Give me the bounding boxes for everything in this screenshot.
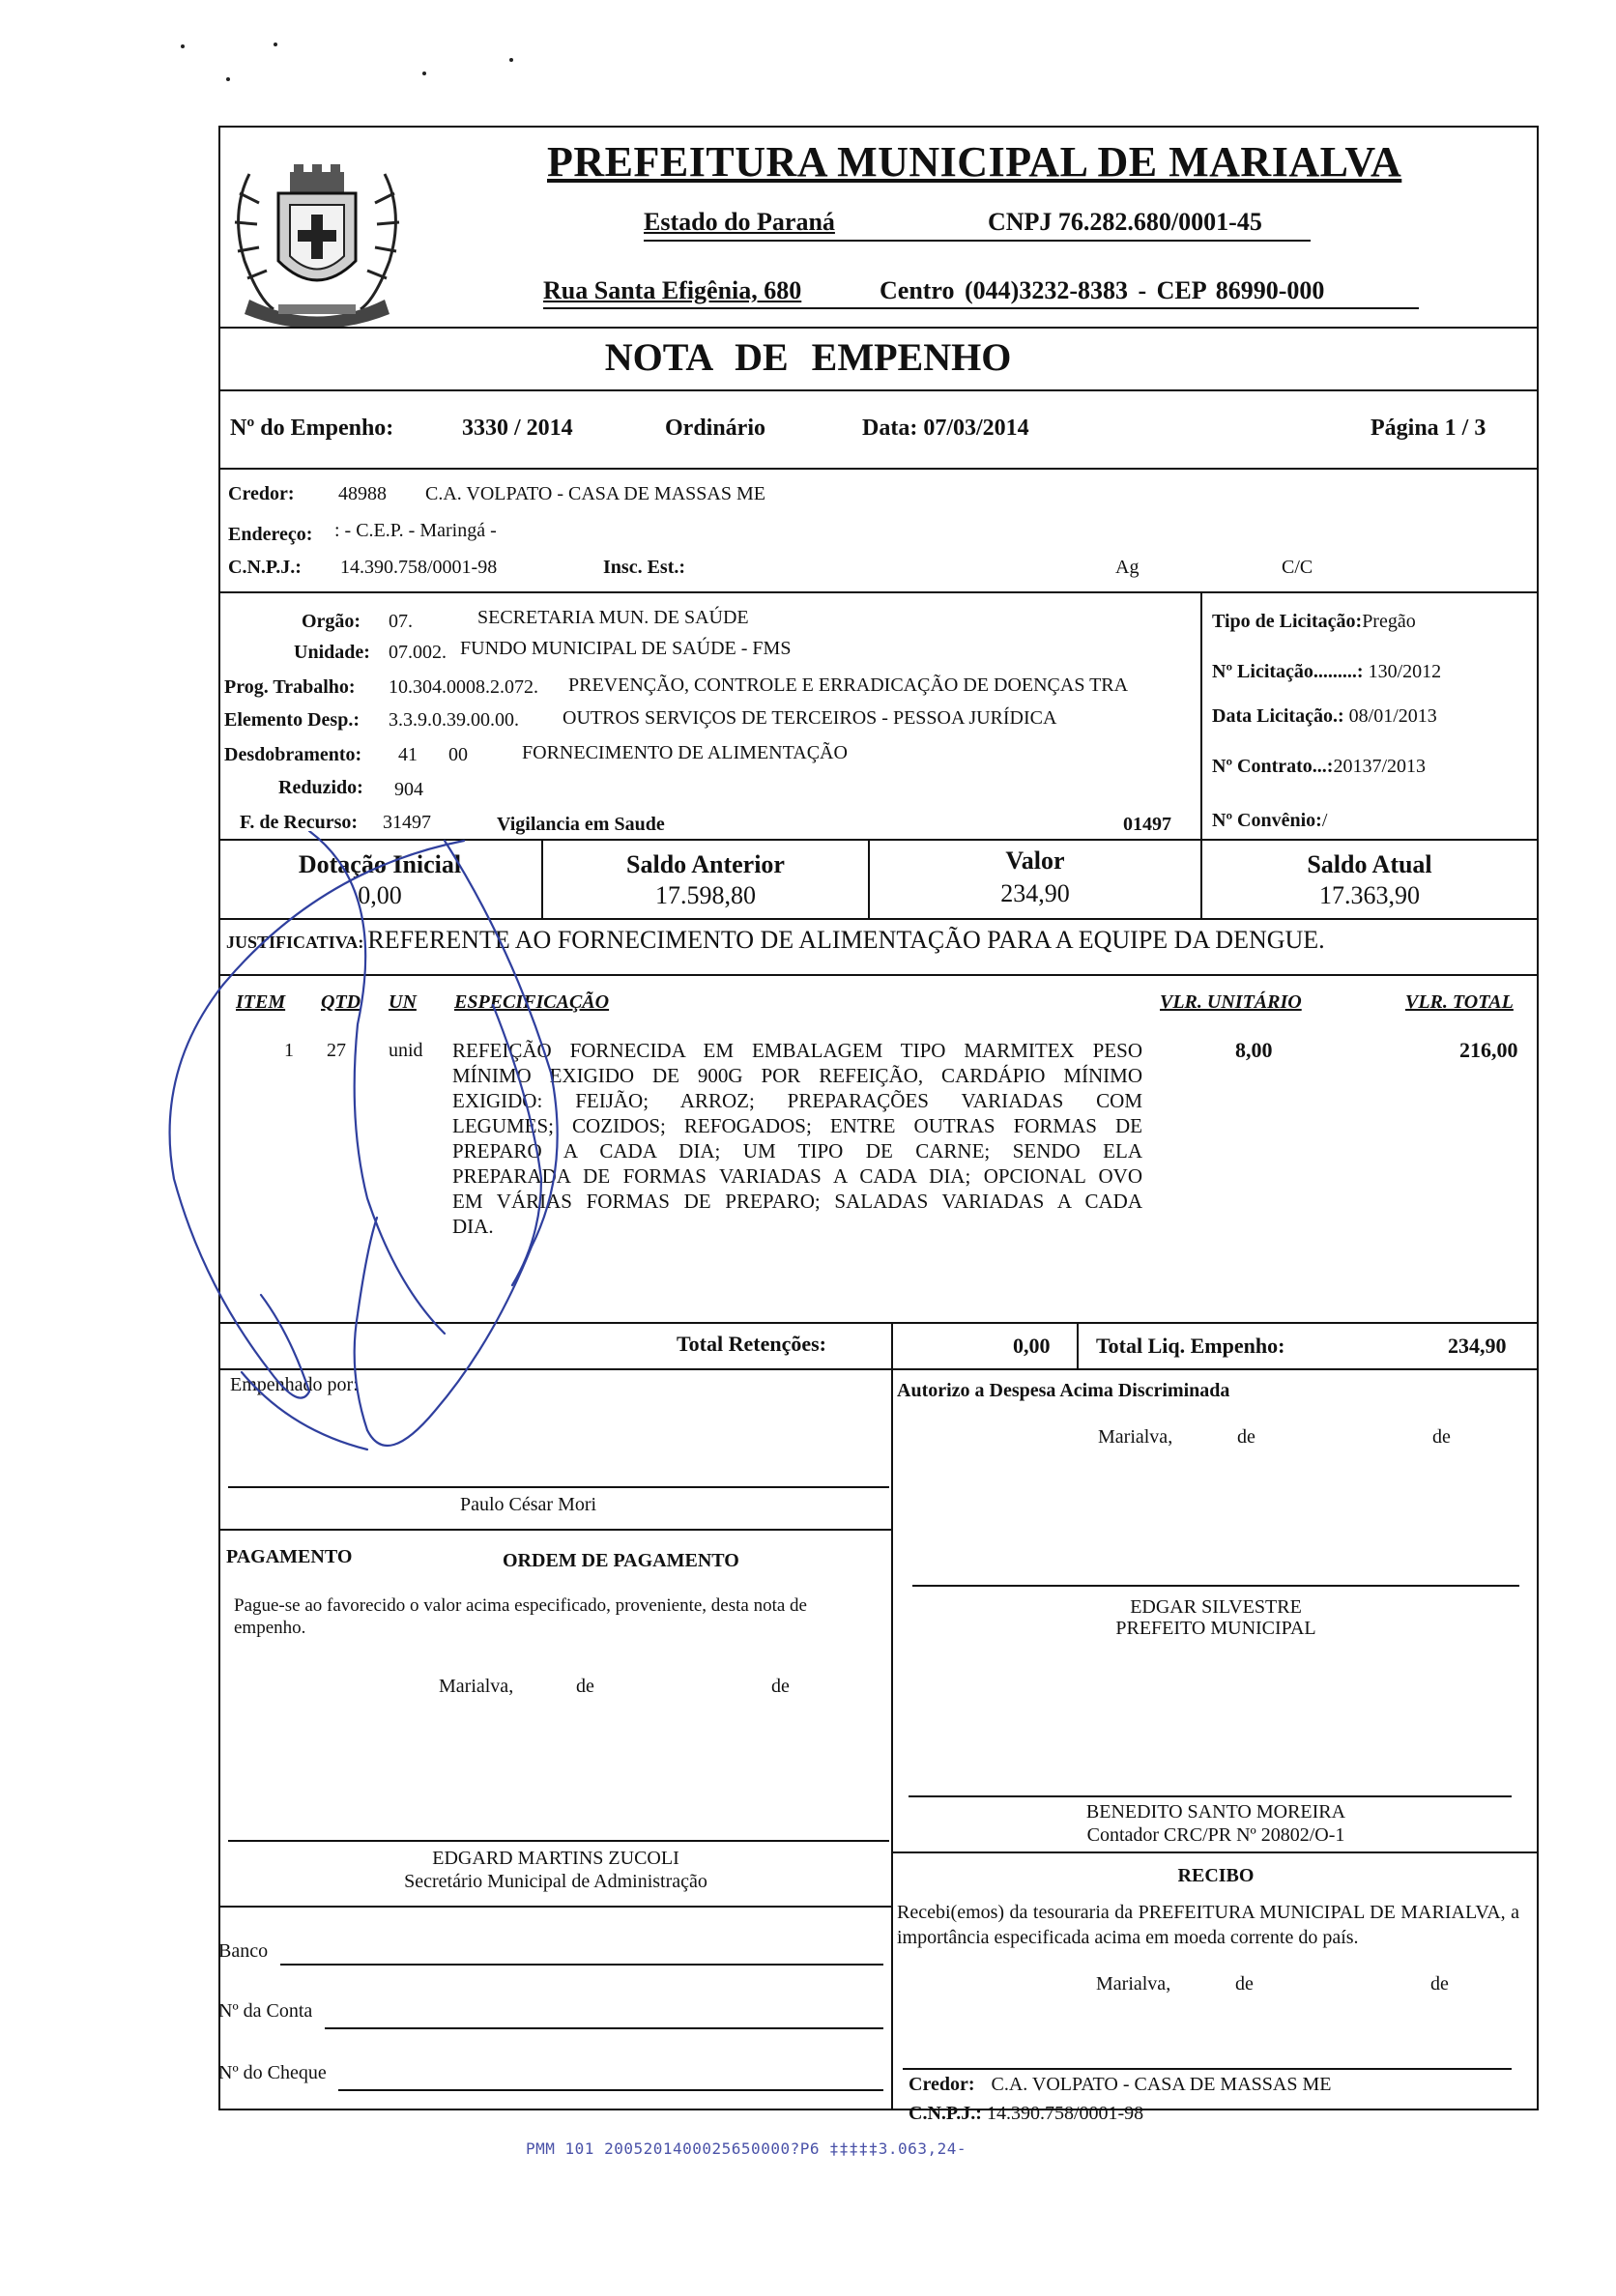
spec-line: LEGUMES; COZIDOS; REFOGADOS; ENTRE OUTRAS FORMAS DE [452, 1114, 1142, 1137]
pagamento-de1: de [576, 1676, 594, 1697]
footer-cnpj-value: 14.390.758/0001-98 [986, 2103, 1144, 2124]
justificativa-label: JUSTIFICATIVA: [226, 933, 364, 952]
contador-name: BENEDITO SANTO MOREIRA [1085, 1801, 1346, 1822]
empenho-type: Ordinário [665, 416, 766, 441]
spec-line: MÍNIMO EXIGIDO DE 900G POR REFEIÇÃO, CARDÁPIO MÍNIMO [452, 1064, 1142, 1087]
coat-of-arms-icon [220, 155, 414, 338]
liq-label: Total Liq. Empenho: [1096, 1334, 1285, 1358]
unidade-label: Unidade: [294, 642, 370, 663]
footer-credor [909, 2074, 1331, 2096]
credor-label: Credor: [228, 483, 295, 504]
spec-line: EM VÁRIAS FORMAS DE PREPARO; SALADAS VARIADAS A CADA [452, 1190, 1142, 1213]
col-un-header: UN [389, 991, 417, 1013]
prefeito-role: PREFEITO MUNICIPAL [1115, 1618, 1316, 1639]
insc-est-label: Insc. Est.: [603, 557, 686, 578]
retencoes-label: Total Retenções: [677, 1332, 826, 1356]
desdobramento-code2: 00 [448, 744, 468, 765]
saldo-anterior-label: Saldo Anterior [626, 850, 785, 878]
desdobramento-name: FORNECIMENTO DE ALIMENTAÇÃO [522, 742, 848, 763]
conta-label: Nº da Conta [218, 2000, 313, 2022]
pagamento-text: Pague-se ao favorecido o valor acima especificado, proveniente, desta nota de empenho. [234, 1595, 807, 1638]
contact-label: Centro (044)3232-8383 - CEP 86990-000 [880, 276, 1325, 304]
spec-line: PREPARADA DE FORMAS VARIADAS A CADA DIA; OPCIONAL OVO [452, 1164, 1142, 1188]
credor-code: 48988 [338, 483, 387, 504]
ag-label: Ag [1115, 557, 1140, 578]
col-vlr-unitario-header: VLR. UNITÁRIO [1160, 991, 1302, 1013]
cheque-input[interactable] [338, 2089, 883, 2091]
data-licitacao [1212, 705, 1437, 728]
prog-name: PREVENÇÃO, CONTROLE E ERRADICAÇÃO DE DOENÇAS TRA [568, 674, 1129, 696]
recibo-city: Marialva, [1096, 1973, 1171, 1995]
autorizo-city: Marialva, [1098, 1426, 1173, 1448]
recurso-name: Vigilancia em Saude [497, 814, 665, 835]
numero-convenio [1212, 810, 1327, 832]
prog-code: 10.304.0008.2.072. [389, 676, 538, 698]
empenho-number: 3330 / 2014 [462, 416, 573, 441]
dotacao-inicial-label: Dotação Inicial [298, 850, 462, 878]
item-unit-value: 8,00 [1235, 1038, 1273, 1062]
footer-credor-label: Credor: [909, 2074, 975, 2095]
credor-cnpj-label: C.N.P.J.: [228, 557, 302, 578]
item-number: 1 [284, 1040, 294, 1061]
pagamento-city: Marialva, [439, 1676, 514, 1697]
reduzido-value: 904 [394, 779, 423, 800]
cheque-label: Nº do Cheque [218, 2062, 327, 2083]
cc-label: C/C [1282, 557, 1313, 578]
state-label: Estado do Paraná [644, 208, 835, 236]
recibo-de1: de [1235, 1973, 1254, 1995]
recurso-code: 01497 [1123, 814, 1171, 835]
numero-licitacao-value: 130/2012 [1368, 661, 1442, 682]
numero-licitacao [1212, 661, 1441, 683]
recurso-value: 31497 [383, 812, 431, 833]
spec-line: DIA. [452, 1215, 494, 1238]
municipality-title: PREFEITURA MUNICIPAL DE MARIALVA [547, 138, 1402, 186]
spec-line: PREPARO A CADA DIA; UM TIPO DE CARNE; SENDO ELA [452, 1139, 1142, 1162]
contador-role: Contador CRC/PR Nº 20802/O-1 [1086, 1824, 1345, 1846]
item-un: unid [389, 1040, 423, 1061]
retencoes-value: 0,00 [1013, 1334, 1051, 1358]
reduzido-label: Reduzido: [278, 777, 363, 798]
spec-line: EXIGIDO: FEIJÃO; ARROZ; PREPARAÇÕES VARIADAS COM [452, 1089, 1142, 1112]
authentication-stamp: PMM 101 2005201400025650000?P6 ‡‡‡‡‡3.063,24- [526, 2139, 967, 2158]
prog-label: Prog. Trabalho: [224, 676, 356, 698]
saldo-atual-value: 17.363,90 [1319, 881, 1420, 909]
orgao-name: SECRETARIA MUN. DE SAÚDE [477, 607, 749, 628]
cnpj-label: CNPJ 76.282.680/0001-45 [988, 208, 1262, 236]
prefeito-signature-line [912, 1585, 1519, 1587]
data-licitacao-label: Data Licitação.: [1212, 705, 1344, 727]
data-licitacao-value: 08/01/2013 [1348, 705, 1437, 727]
address-field-label: Endereço: [228, 524, 313, 545]
elemento-label: Elemento Desp.: [224, 709, 360, 731]
elemento-code: 3.3.9.0.39.00.00. [389, 709, 519, 731]
credor-cnpj: 14.390.758/0001-98 [340, 557, 498, 578]
recurso-label: F. de Recurso: [240, 812, 359, 833]
pagamento-label: PAGAMENTO [226, 1546, 353, 1567]
handwritten-signature [145, 831, 648, 1488]
liq-value: 234,90 [1448, 1334, 1507, 1358]
footer-cnpj [909, 2103, 1143, 2125]
numero-contrato-label: Nº Contrato...: [1212, 756, 1334, 777]
secretario-signature-line [228, 1840, 889, 1842]
elemento-name: OUTROS SERVIÇOS DE TERCEIROS - PESSOA JURÍDICA [563, 707, 1057, 729]
page-number: Página 1 / 3 [1371, 416, 1486, 441]
tipo-licitacao [1212, 611, 1416, 633]
banco-input[interactable] [280, 1964, 883, 1966]
orgao-code: 07. [389, 611, 413, 632]
item-qtd: 27 [327, 1040, 346, 1061]
recibo-text: Recebi(emos) da tesouraria da PREFEITURA MUNICIPAL DE MARIALVA, a importância especificada acima em moeda corrente do país. [897, 1902, 1519, 1948]
autorizo-label: Autorizo a Despesa Acima Discriminada [897, 1380, 1230, 1401]
empenhado-label: Empenhado por: [230, 1374, 359, 1395]
col-especificacao-header: ESPECIFICAÇÃO [454, 991, 610, 1013]
recibo-title: RECIBO [1177, 1865, 1255, 1886]
prefeito-name: EDGAR SILVESTRE [1130, 1596, 1302, 1618]
footer-credor-name: C.A. VOLPATO - CASA DE MASSAS ME [991, 2074, 1332, 2095]
banco-label: Banco [218, 1940, 269, 1962]
desdobramento-code1: 41 [398, 744, 418, 765]
credor-address: : - C.E.P. - Maringá - [334, 520, 497, 541]
numero-contrato-value: 20137/2013 [1333, 756, 1427, 777]
justificativa-text: REFERENTE AO FORNECIMENTO DE ALIMENTAÇÃO PARA A EQUIPE DA DENGUE. [367, 926, 1325, 954]
item-total-value: 216,00 [1459, 1038, 1518, 1062]
saldo-anterior-value: 17.598,80 [655, 881, 756, 909]
credor-name: C.A. VOLPATO - CASA DE MASSAS ME [425, 483, 765, 504]
col-item-header: ITEM [236, 991, 286, 1013]
pagamento-de2: de [771, 1676, 790, 1697]
numero-contrato [1212, 756, 1426, 778]
spec-line: REFEIÇÃO FORNECIDA EM EMBALAGEM TIPO MARMITEX PESO [452, 1039, 1142, 1062]
dotacao-inicial-value: 0,00 [358, 881, 402, 909]
numero-convenio-label: Nº Convênio: [1212, 810, 1322, 831]
secretario-name: EDGARD MARTINS ZUCOLI [432, 1848, 679, 1869]
secretario-role: Secretário Municipal de Administração [404, 1871, 707, 1892]
contador-signature-line [909, 1795, 1512, 1797]
address-label: Rua Santa Efigênia, 680 [543, 276, 802, 304]
valor-value: 234,90 [1000, 879, 1070, 907]
numero-licitacao-label: Nº Licitação.........: [1212, 661, 1364, 682]
doc-title: NOTA DE EMPENHO [604, 335, 1012, 379]
ordem-pagamento-label: ORDEM DE PAGAMENTO [503, 1550, 739, 1571]
desdobramento-label: Desdobramento: [224, 744, 362, 765]
empenho-number-label: Nº do Empenho: [230, 416, 394, 441]
col-qtd-header: QTD [321, 991, 361, 1013]
conta-input[interactable] [325, 2027, 883, 2029]
autorizo-de2: de [1432, 1426, 1451, 1448]
tipo-licitacao-value: Pregão [1362, 611, 1416, 632]
saldo-atual-label: Saldo Atual [1307, 850, 1432, 878]
numero-convenio-value: / [1321, 810, 1328, 831]
orgao-label: Orgão: [302, 611, 361, 632]
unidade-code: 07.002. [389, 642, 447, 663]
col-vlr-total-header: VLR. TOTAL [1405, 991, 1514, 1013]
unidade-name: FUNDO MUNICIPAL DE SAÚDE - FMS [460, 638, 792, 659]
recibo-de2: de [1430, 1973, 1449, 1995]
valor-label: Valor [1005, 847, 1065, 875]
empenhado-signer: Paulo César Mori [460, 1494, 597, 1515]
credor-signature-line [903, 2068, 1512, 2070]
footer-cnpj-label: C.N.P.J.: [909, 2103, 982, 2124]
tipo-licitacao-label: Tipo de Licitação: [1212, 611, 1363, 632]
autorizo-de1: de [1237, 1426, 1255, 1448]
empenho-date: Data: 07/03/2014 [862, 416, 1029, 441]
